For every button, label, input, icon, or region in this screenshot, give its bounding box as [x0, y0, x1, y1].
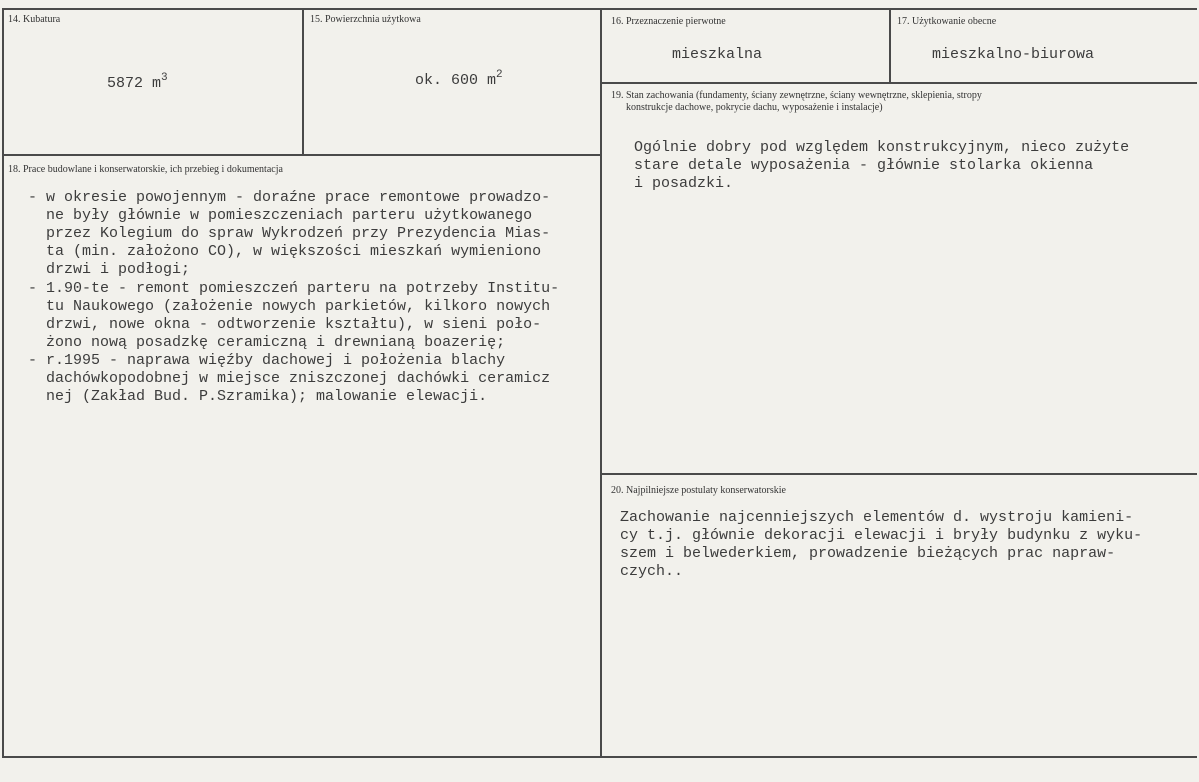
field-19-text: Ogólnie dobry pod względem konstrukcyjnym, nieco zużyte stare detale wyposażenia - głównie stolarka okienna i posadzki. — [634, 139, 1130, 192]
field-14-number: 5872 m — [107, 75, 162, 92]
field-18-item-2: - 1.90-te - remont pomieszczeń parteru na potrzeby Institu- tu Naukowego (założenie nowych parkietów, kilkoro nowych drzwi, nowe okna - odtworzenie kształtu), w sieni poło- żono nową posadzkę ceramiczną i drewnianą boazerię; — [28, 280, 560, 351]
field-15-number: ok. 600 m — [415, 72, 497, 89]
field-20-text: Zachowanie najcenniejszych elementów d. wystroju kamieni- cy t.j. głównie dekoracji elewacji i bryły budynku z wyku- szem i belwederkiem, prowadzenie bieżących prac napraw- czych.. — [620, 509, 1143, 580]
field-17-label: 17. Użytkowanie obecne — [897, 16, 997, 27]
field-15-unit-exponent: 2 — [496, 69, 503, 81]
field-14-unit-exponent: 3 — [161, 72, 168, 84]
divider-16-17 — [889, 8, 891, 82]
field-14-label: 14. Kubatura — [8, 14, 61, 25]
field-16-label: 16. Przeznaczenie pierwotne — [611, 16, 726, 27]
divider-row-19-20 — [602, 473, 1197, 475]
divider-14-15 — [302, 8, 304, 154]
field-15-label: 15. Powierzchnia użytkowa — [310, 14, 421, 25]
left-border — [2, 8, 4, 758]
field-19-label: 19. Stan zachowania (fundamenty, ściany zewnętrzne, ściany wewnętrzne, sklepienia, stropy konstrukcje dachowe, pokrycie dachu, wyposażenie i instalacje) — [611, 90, 982, 113]
field-14-value — [107, 72, 168, 93]
divider-row-16-17 — [602, 82, 1197, 84]
field-16-value: mieszkalna — [672, 46, 763, 63]
field-18-label: 18. Prace budowlane i konserwatorskie, ich przebieg i dokumentacja — [8, 164, 283, 175]
field-20-label: 20. Najpilniejsze postulaty konserwatorskie — [611, 485, 786, 496]
divider-row-14-18 — [2, 154, 602, 156]
field-18-item-1: - w okresie powojennym - doraźne prace remontowe prowadzo- ne były głównie w pomieszczeniach parteru użytkowanego przez Kolegium do spraw Wykrodzeń przy Prezydencia Mias- ta (min. założono CO), w większości mieszkań wymieniono drzwi i podłogi; — [28, 189, 551, 278]
field-15-value — [415, 69, 503, 90]
bottom-border — [2, 756, 1197, 758]
field-17-value: mieszkalno-biurowa — [932, 46, 1095, 63]
main-vertical-divider — [600, 8, 602, 756]
field-18-item-3: - r.1995 - naprawa więźby dachowej i położenia blachy dachówkopodobnej w miejsce zniszczonej dachówki ceramicz nej (Zakład Bud. P.Szramika); malowanie elewacji. — [28, 352, 551, 405]
